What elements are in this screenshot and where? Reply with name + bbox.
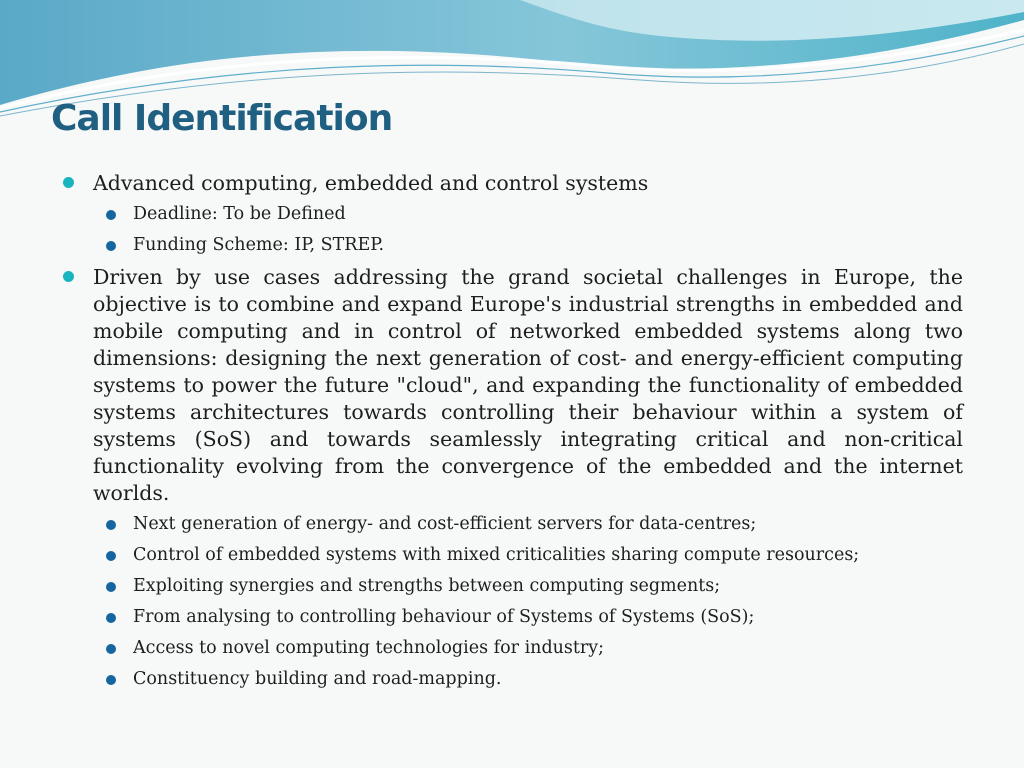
sub-bullet-mixed-criticalities xyxy=(60,540,963,571)
sub-bullet-novel-technologies xyxy=(60,633,963,664)
bullet-text: Driven by use cases addressing the grand societal challenges in Europe, the objective is to combine and expand Europe's industrial strengths in embedded and mobile computing and in control of networked embedded systems along two dimensions: designing the next generation of cost- and energy-efficient computing systems to power the future "cloud", and expanding the functionality of embedded systems architectures towards controlling their behaviour within a system of systems (SoS) and towards seamlessly integrating critical and non-critical functionality evolving from the convergence of the embedded and the internet worlds. xyxy=(93,265,963,505)
sub-bullet-text: Access to novel computing technologies for industry; xyxy=(133,638,605,658)
sub-bullet-road-mapping xyxy=(60,664,963,695)
sub-bullet-dot-icon xyxy=(106,210,116,220)
slide-body xyxy=(60,170,963,695)
sub-bullet-dot-icon xyxy=(106,551,116,561)
sub-bullet-sos xyxy=(60,602,963,633)
sub-bullet-text: Funding Scheme: IP, STREP. xyxy=(133,235,385,255)
sub-bullet-dot-icon xyxy=(106,644,116,654)
sub-bullet-dot-icon xyxy=(106,613,116,623)
sub-bullet-funding-scheme xyxy=(60,230,963,261)
sub-bullet-synergies xyxy=(60,571,963,602)
sub-bullet-dot-icon xyxy=(106,241,116,251)
sub-bullet-text: Deadline: To be Defined xyxy=(133,204,346,224)
slide-title: Call Identification xyxy=(51,98,393,139)
bullet-dot-icon xyxy=(63,177,74,188)
sub-bullet-text: Next generation of energy- and cost-efficient servers for data-centres; xyxy=(133,514,757,534)
sub-bullet-text: Control of embedded systems with mixed criticalities sharing compute resources; xyxy=(133,545,860,565)
bullet-item-computing xyxy=(60,170,963,197)
sub-bullet-deadline xyxy=(60,199,963,230)
bullet-dot-icon xyxy=(63,271,74,282)
sub-bullet-servers xyxy=(60,509,963,540)
sub-bullet-text: Constituency building and road-mapping. xyxy=(133,669,502,689)
bullet-item-objective xyxy=(60,264,963,507)
sub-bullet-text: Exploiting synergies and strengths between computing segments; xyxy=(133,576,721,596)
bullet-text: Advanced computing, embedded and control systems xyxy=(93,171,649,195)
sub-bullet-dot-icon xyxy=(106,520,116,530)
sub-bullet-dot-icon xyxy=(106,582,116,592)
sub-bullet-text: From analysing to controlling behaviour of Systems of Systems (SoS); xyxy=(133,607,755,627)
sub-bullet-dot-icon xyxy=(106,675,116,685)
